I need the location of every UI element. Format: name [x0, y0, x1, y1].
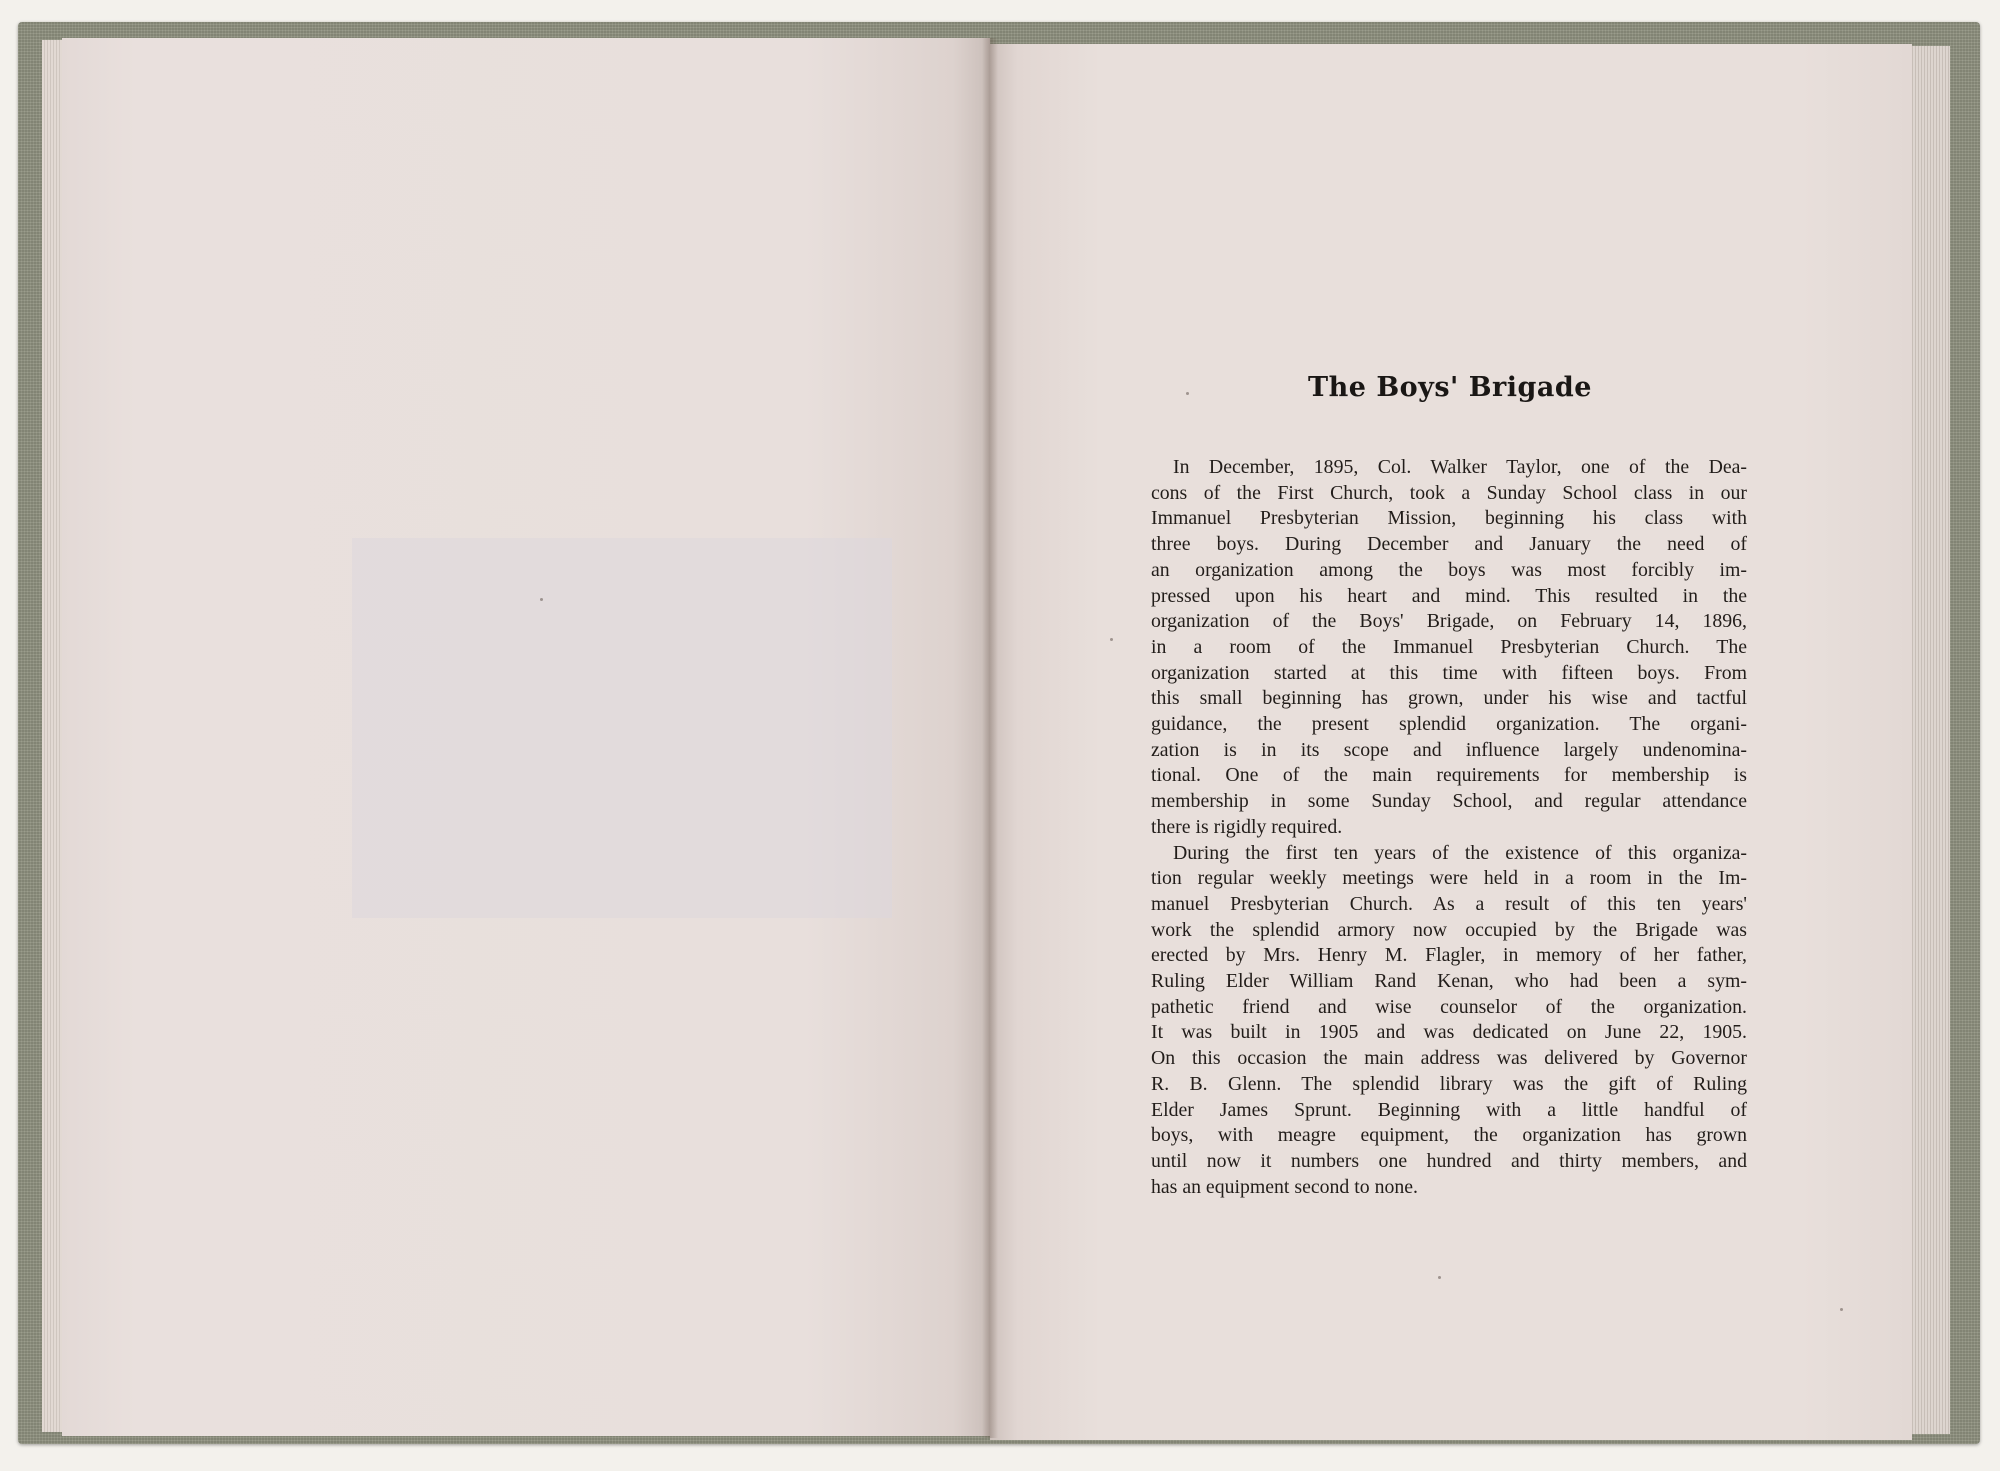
paragraph-1 — [1151, 455, 1747, 841]
text-line: pathetic friend and wise counselor of the organization. — [1151, 995, 1747, 1018]
text-line: this small beginning has grown, under his wise and tactful — [1151, 687, 1747, 710]
paper-speck — [1840, 1308, 1843, 1311]
paragraph-2 — [1151, 841, 1747, 1201]
text-line: tion regular weekly meetings were held in a room in the Im- — [1151, 867, 1747, 890]
text-line: manuel Presbyterian Church. As a result of this ten years' — [1151, 892, 1747, 915]
text-line: membership in some Sunday School, and regular attendance — [1151, 790, 1747, 813]
paper-speck — [1110, 638, 1113, 641]
left-page — [62, 38, 990, 1436]
text-line: work the splendid armory now occupied by the Brigade was — [1151, 918, 1747, 941]
text-line: boys, with meagre equipment, the organization has grown — [1151, 1124, 1747, 1147]
text-line: erected by Mrs. Henry M. Flagler, in memory of her father, — [1151, 944, 1747, 967]
text-line: until now it numbers one hundred and thirty members, and — [1151, 1149, 1747, 1172]
chapter-title: The Boys' Brigade — [1308, 372, 1592, 403]
text-line: R. B. Glenn. The splendid library was the gift of Ruling — [1151, 1072, 1747, 1095]
paper-speck — [1186, 392, 1189, 395]
text-line: cons of the First Church, took a Sunday School class in our — [1151, 481, 1747, 504]
text-line: It was built in 1905 and was dedicated on June 22, 1905. — [1151, 1021, 1747, 1044]
text-line: On this occasion the main address was delivered by Governor — [1151, 1047, 1747, 1070]
text-line: Ruling Elder William Rand Kenan, who had been a sym- — [1151, 970, 1747, 993]
text-line: pressed upon his heart and mind. This resulted in the — [1151, 584, 1747, 607]
text-line: organization of the Boys' Brigade, on February 14, 1896, — [1151, 610, 1747, 633]
text-line: guidance, the present splendid organization. The organi- — [1151, 713, 1747, 736]
text-line: In December, 1895, Col. Walker Taylor, one of the Dea- — [1173, 456, 1747, 478]
show-through-illustration — [352, 538, 892, 918]
text-line: tional. One of the main requirements for membership is — [1151, 764, 1747, 787]
text-line: organization started at this time with fifteen boys. From — [1151, 661, 1747, 684]
text-line: zation is in its scope and influence largely undenomina- — [1151, 738, 1747, 761]
text-line: in a room of the Immanuel Presbyterian Church. The — [1151, 635, 1747, 658]
paper-speck — [1438, 1276, 1441, 1279]
book-gutter — [982, 38, 998, 1438]
text-line: an organization among the boys was most forcibly im- — [1151, 558, 1747, 581]
text-line: During the first ten years of the existence of this organiza- — [1173, 841, 1747, 864]
text-line: there is rigidly required. — [1151, 815, 1343, 838]
text-line: three boys. During December and January the need of — [1151, 533, 1747, 556]
text-line: Immanuel Presbyterian Mission, beginning his class with — [1151, 507, 1747, 530]
body-text — [1151, 455, 1747, 1200]
text-line: has an equipment second to none. — [1151, 1175, 1418, 1198]
paper-speck — [540, 598, 543, 601]
text-line: Elder James Sprunt. Beginning with a little handful of — [1151, 1098, 1747, 1121]
